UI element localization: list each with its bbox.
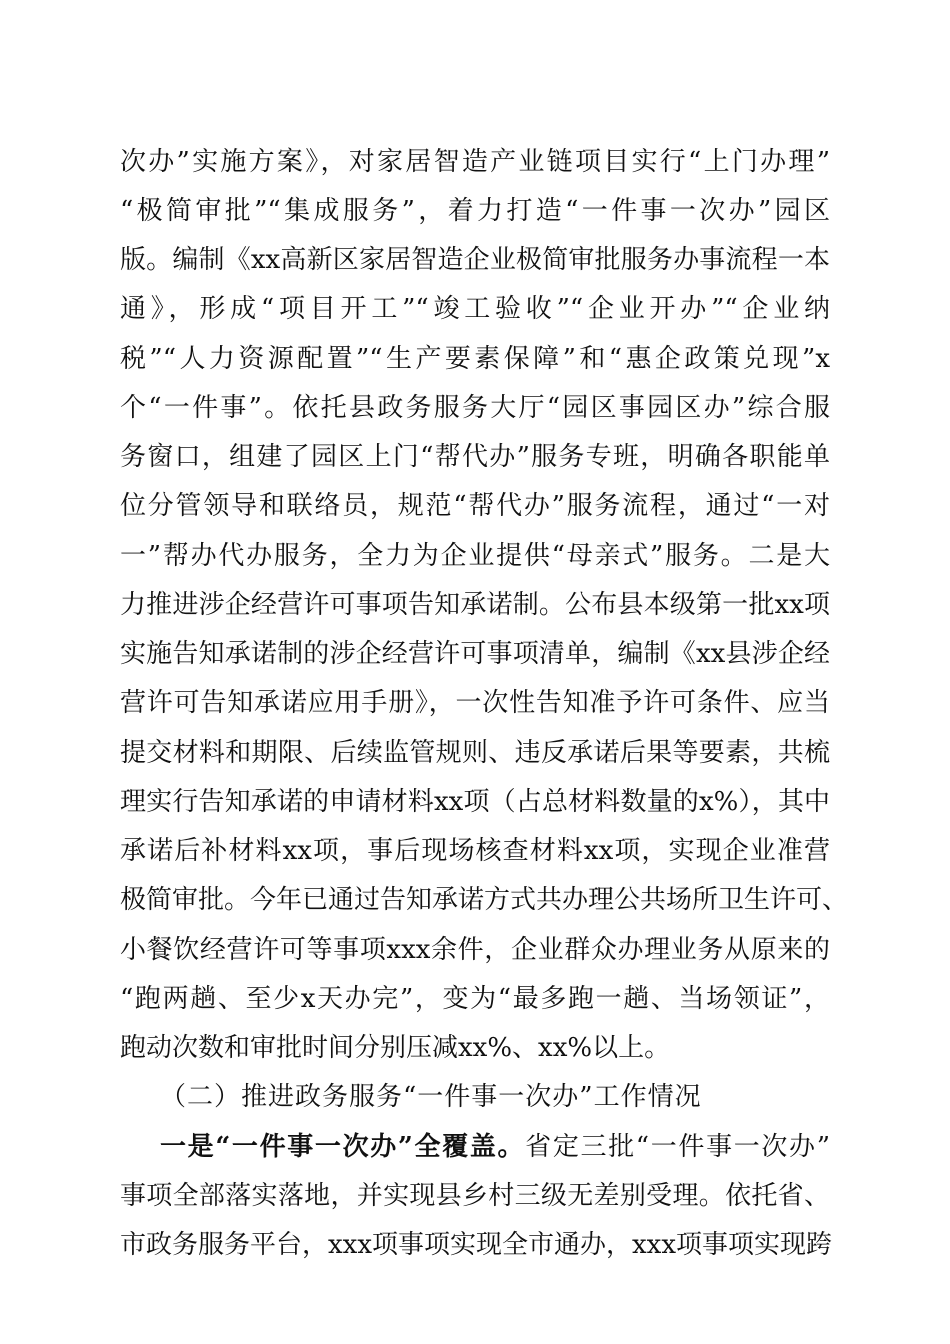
paragraph-lead-bold: 一是“一件事一次办”全覆盖。 [160,1132,526,1162]
body-text-line: 一”帮办代办服务，全力为企业提供“母亲式”服务。二是大 [120,541,830,571]
body-text-line: 个“一件事”。依托县政务服务大厅“园区事园区办”综合服 [120,393,830,423]
paragraph-first-line [160,1127,830,1167]
body-text-line: 通》，形成“项目开工”“竣工验收”“企业开办”“企业纳 [120,294,830,324]
body-text-line: 理实行告知承诺的申请材料xx项（占总材料数量的x%），其中 [120,787,830,817]
body-text-line: 税”“人力资源配置”“生产要素保障”和“惠企政策兑现”x [120,344,830,374]
body-text-line: 跑动次数和审批时间分别压减xx%、xx%以上。 [120,1033,671,1063]
body-text-line: 版。编制《xx高新区家居智造企业极简审批服务办事流程一本 [120,245,830,275]
body-text-line: 营许可告知承诺应用手册》，一次性告知准予许可条件、应当 [120,688,830,718]
body-text-line: 实施告知承诺制的涉企经营许可事项清单，编制《xx县涉企经 [120,639,830,669]
body-text-line: 承诺后补材料xx项，事后现场核查材料xx项，实现企业准营 [120,836,830,866]
body-text-line: “极简审批”“集成服务”，着力打造“一件事一次办”园区 [120,196,830,226]
body-text-line: 提交材料和期限、后续监管规则、违反承诺后果等要素，共梳 [120,738,830,768]
body-text-line: 极简审批。今年已通过告知承诺方式共办理公共场所卫生许可、 [120,885,849,915]
body-text-line: 位分管领导和联络员，规范“帮代办”服务流程，通过“一对 [120,491,830,521]
body-text-line: 次办”实施方案》，对家居智造产业链项目实行“上门办理” [120,147,830,177]
section-heading: （二）推进政务服务“一件事一次办”工作情况 [160,1082,702,1112]
paragraph-lead-rest: 省定三批“一件事一次办” [525,1132,830,1162]
body-text-line: “跑两趟、至少x天办完”，变为“最多跑一趟、当场领证”， [120,984,830,1014]
body-text-line: 事项全部落实落地，并实现县乡村三级无差别受理。依托省、 [120,1181,830,1211]
body-text-line: 务窗口，组建了园区上门“帮代办”服务专班，明确各职能单 [120,442,830,472]
body-text-line: 小餐饮经营许可等事项xxx余件，企业群众办理业务从原来的 [120,935,830,965]
body-text-line: 力推进涉企经营许可事项告知承诺制。公布县本级第一批xx项 [120,590,830,620]
body-text-line: 市政务服务平台，xxx项事项实现全市通办，xxx项事项实现跨 [120,1230,832,1260]
